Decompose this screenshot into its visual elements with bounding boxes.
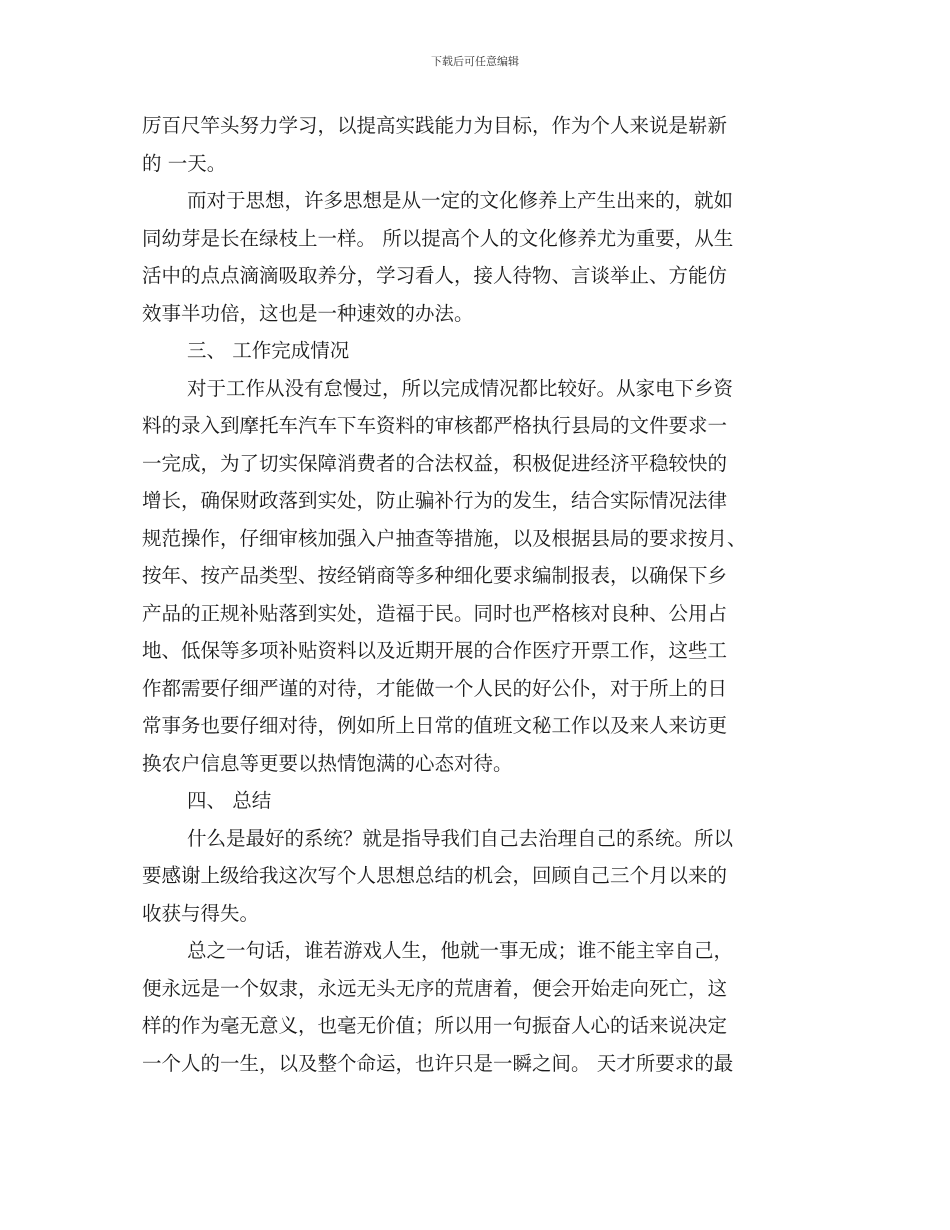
document-body — [142, 107, 810, 1082]
heading-text: 四、 总结 — [187, 789, 272, 812]
text-line: 效事半功倍，这也是一种速效的办法。 — [142, 301, 474, 325]
text-line: 换农户信息等更要以热情饱满的心态对待。 — [142, 751, 513, 775]
text-line: 总之一句话，谁若游戏人生，他就一事无成；谁不能主宰自己， — [187, 939, 734, 962]
text-line: 便永远是一个奴隶，永远无头无序的荒唐着，便会开始走向死亡，这 — [142, 976, 728, 1000]
paragraph — [142, 370, 810, 783]
text-line: 要感谢上级给我这次写个人思想总结的机会，回顾自己三个月以来的 — [142, 864, 728, 887]
paragraph — [142, 182, 810, 332]
text-line: 增长，确保财政落到实处，防止骗补行为的发生，结合实际情况法律 — [142, 489, 728, 512]
text-line: 而对于思想，许多思想是从一定的文化修养上产生出来的，就如 — [187, 189, 734, 212]
paragraph — [142, 820, 810, 933]
section-heading — [142, 782, 810, 820]
text-line: 按年、按产品类型、按经销商等多种细化要求编制报表，以确保下乡 — [142, 564, 728, 587]
text-line: 厉百尺竿头努力学习，以提高实践能力为目标，作为个人来说是崭新 — [142, 114, 728, 137]
text-line: 样的作为毫无意义，也毫无价值；所以用一句振奋人心的话来说决定 — [142, 1014, 728, 1037]
text-line: 一个人的一生，以及整个命运，也许只是一瞬之间。 天才所要求的最 — [142, 1051, 734, 1075]
text-line: 活中的点点滴滴吸取养分，学习看人，接人待物、言谈举止、方能仿 — [142, 264, 728, 287]
text-line: 什么是最好的系统？就是指导我们自己去治理自己的系统。所以 — [187, 826, 734, 850]
text-line: 常事务也要仔细对待，例如所上日常的值班文秘工作以及来人来访更 — [142, 714, 728, 737]
text-line: 一完成，为了切实保障消费者的合法权益，积极促进经济平稳较快的 — [142, 451, 728, 475]
page-header: 下载后可任意编辑 — [431, 55, 519, 68]
text-line: 同幼芽是长在绿枝上一样。 所以提高个人的文化修养尤为重要，从生 — [142, 226, 734, 250]
text-line: 规范操作，仔细审核加强入户抽查等措施，以及根据县局的要求按月、 — [142, 526, 747, 550]
paragraph — [142, 932, 810, 1082]
text-line: 地、低保等多项补贴资料以及近期开展的合作医疗开票工作，这些工 — [142, 639, 728, 662]
text-line: 产品的正规补贴落到实处，造福于民。同时也严格核对良种、公用占 — [142, 601, 728, 625]
paragraph — [142, 107, 810, 182]
text-line: 料的录入到摩托车汽车下车资料的审核都严格执行县局的文件要求一 — [142, 414, 728, 437]
heading-text: 三、 工作完成情况 — [187, 339, 350, 362]
text-line: 收获与得失。 — [142, 901, 260, 925]
section-heading — [142, 332, 810, 370]
text-line: 的 一天。 — [142, 151, 227, 175]
text-line: 对于工作从没有怠慢过，所以完成情况都比较好。从家电下乡资 — [187, 376, 734, 400]
text-line: 作都需要仔细严谨的对待，才能做一个人民的好公仆，对于所上的日 — [142, 676, 728, 700]
